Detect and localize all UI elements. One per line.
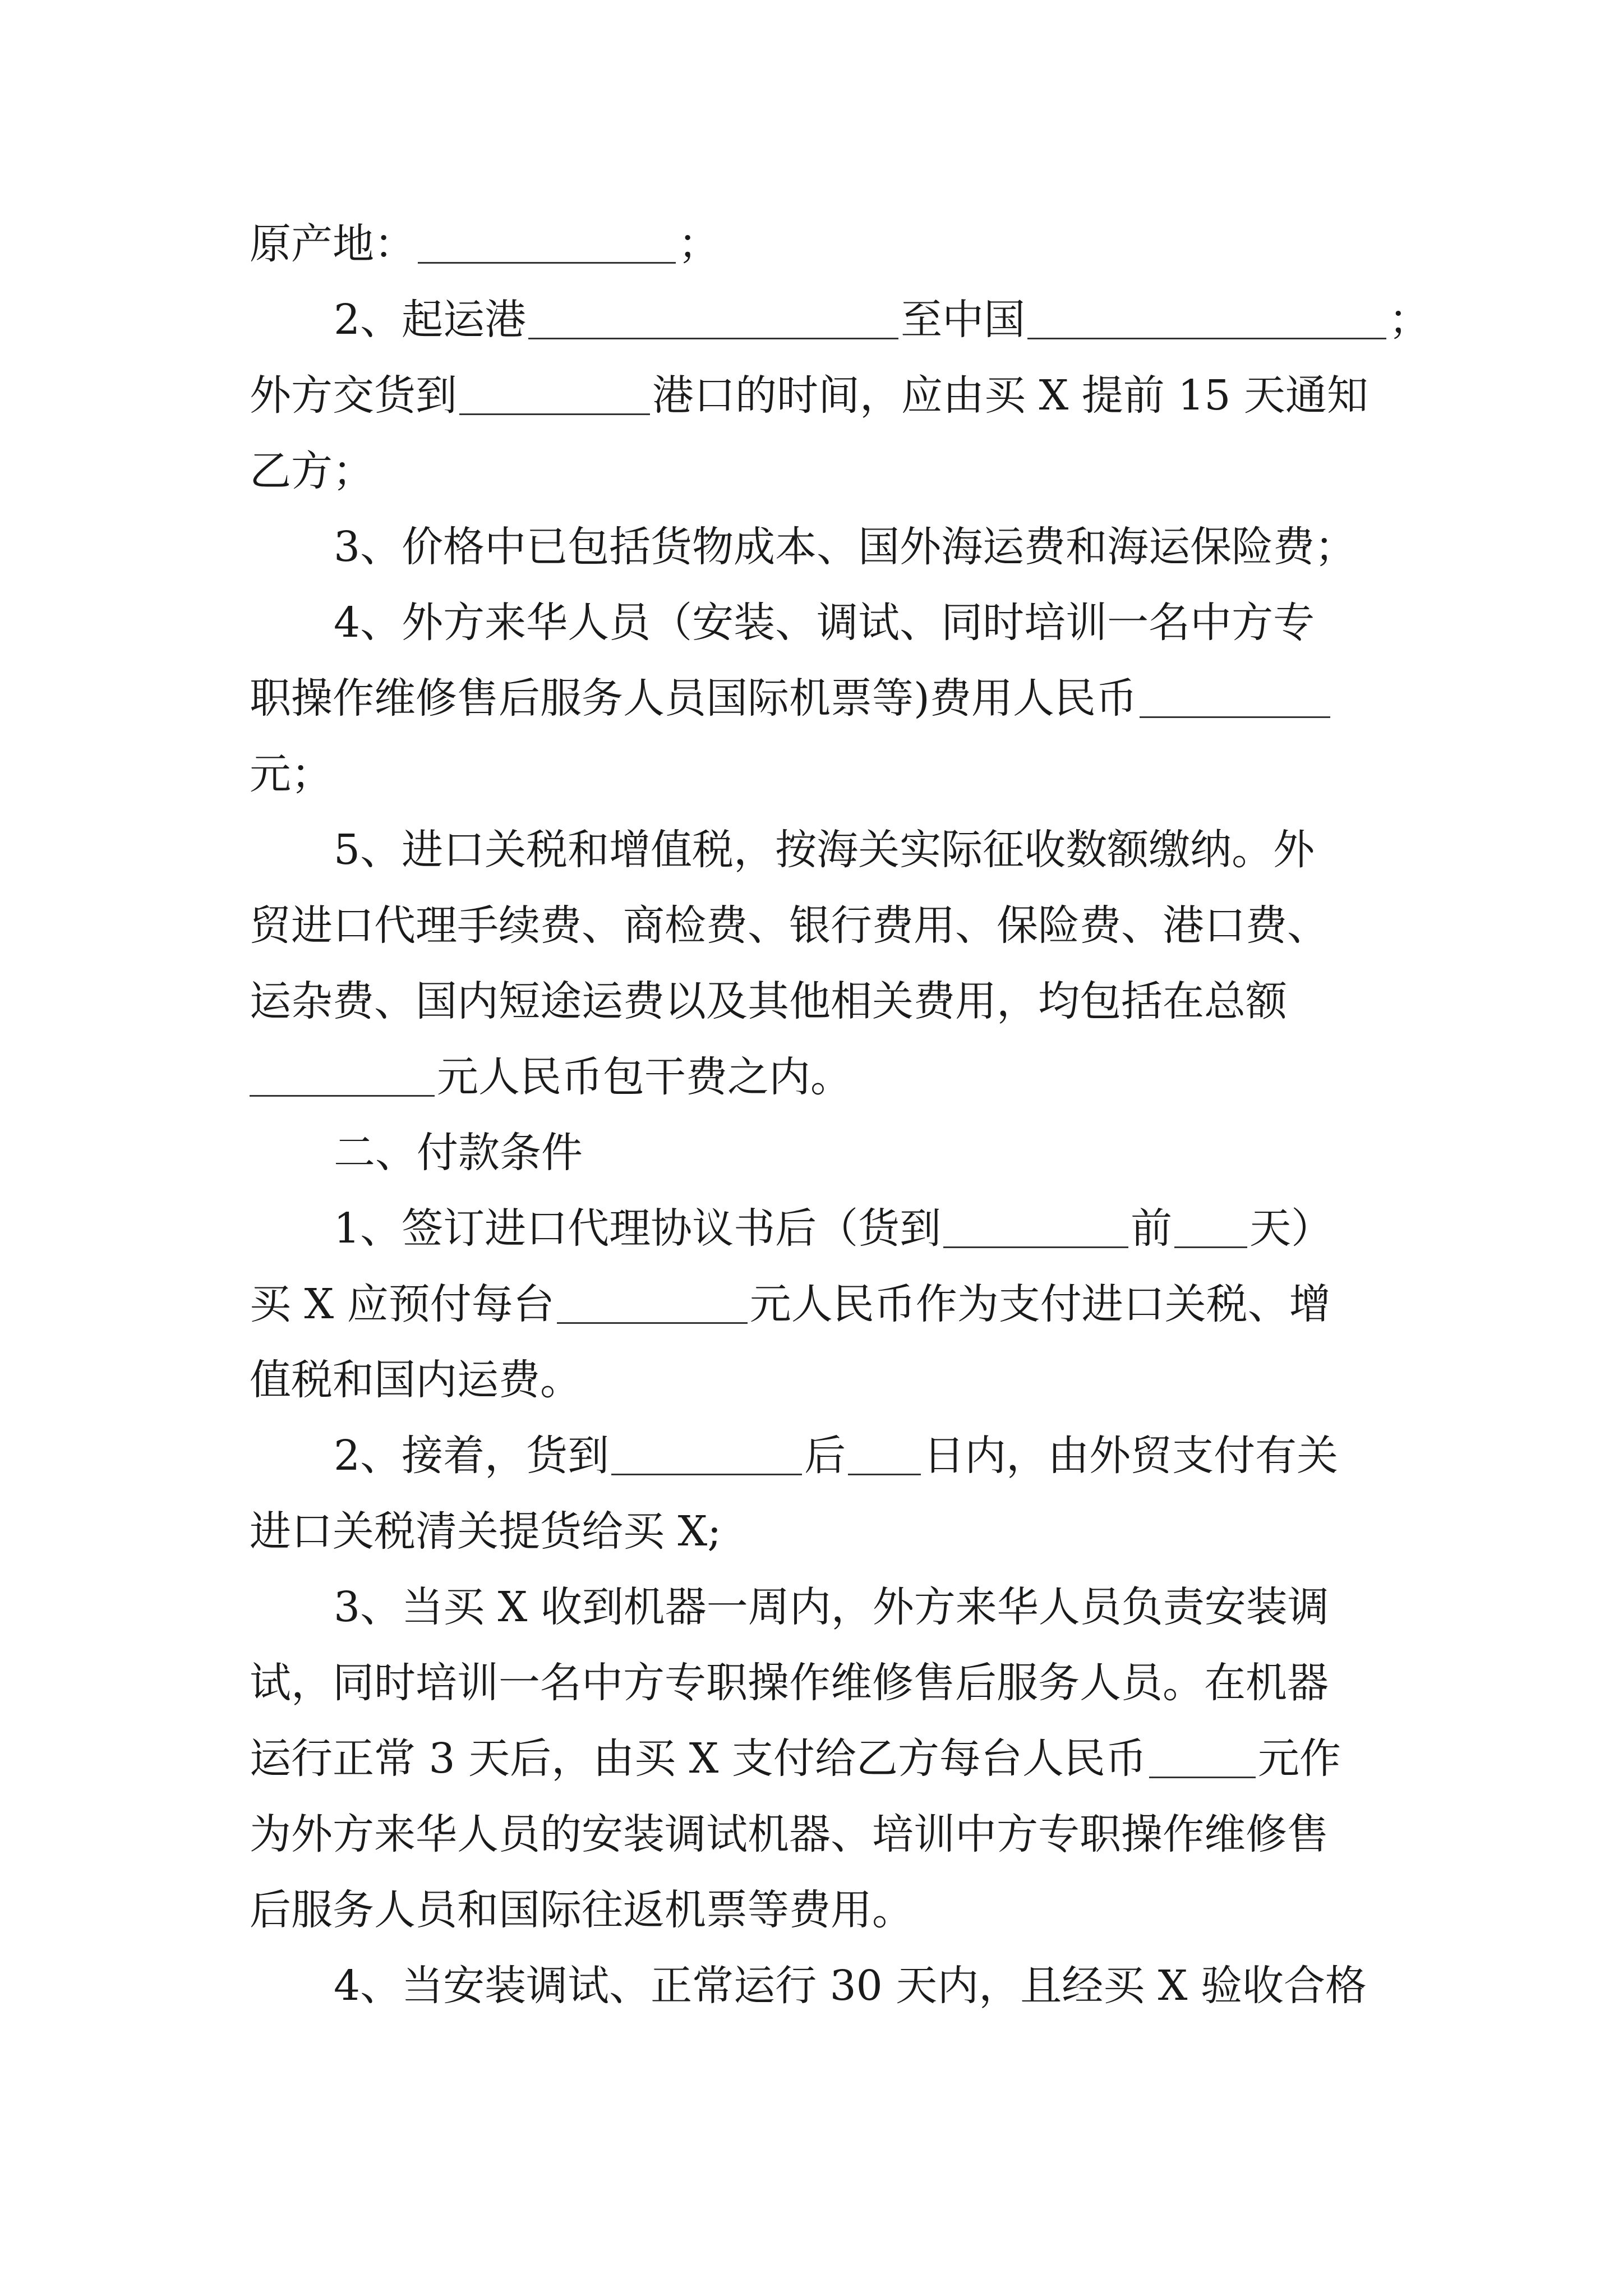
payment-2-line-1 [334, 1428, 1338, 1484]
payment-3-line-5 [250, 1882, 914, 1938]
text: 元人民币包干费之内。 [437, 1053, 852, 1101]
origin-line [250, 216, 720, 272]
payment-3-line-3 [250, 1731, 1341, 1787]
text: 元人民币作为支付进口关税、增 [749, 1280, 1331, 1328]
clause-5-line-4 [250, 1049, 852, 1105]
days-blank [1174, 1205, 1247, 1248]
text: 3、价格中已包括货物成本、国外海运费和海运保险费； [334, 523, 1357, 571]
text: 买 X 应预付每台 [250, 1280, 555, 1328]
text: 为外方来华人员的安装调试机器、培训中方专职操作维修售 [250, 1810, 1329, 1858]
clause-2-line-2 [250, 367, 1368, 424]
text: 职操作维修售后服务人员国际机票等)费用人民币 [250, 674, 1137, 723]
text: 4、当安装调试、正常运行 30 天内，且经买 X 验收合格 [334, 1962, 1367, 2010]
text: 试，同时培训一名中方专职操作维修售后服务人员。在机器 [250, 1659, 1329, 1707]
text: 天） [1249, 1204, 1333, 1253]
text: 二、付款条件 [334, 1129, 583, 1177]
text: 至中国 [901, 296, 1026, 344]
fee-blank [1140, 675, 1330, 718]
clause-2-line-1 [334, 292, 1430, 348]
text: 外方交货到 [250, 371, 457, 420]
clause-4-line-2 [250, 670, 1332, 726]
port-blank [459, 372, 650, 415]
text: 3、当买 X 收到机器一周内，外方来华人员负责安装调 [334, 1583, 1329, 1631]
text: 进口关税清关提货给买 X; [250, 1507, 722, 1556]
text: 元作 [1257, 1734, 1341, 1783]
section-heading-payment [334, 1125, 583, 1181]
payment-3-line-2 [250, 1655, 1329, 1711]
clause-3 [334, 519, 1356, 575]
departure-port-blank [528, 296, 898, 339]
text: 1、签订进口代理协议书后（货到 [334, 1204, 942, 1253]
clause-4-line-3 [250, 746, 333, 802]
punct: ； [1389, 296, 1431, 344]
install-fee-blank [1149, 1735, 1256, 1778]
text: 乙方； [250, 447, 374, 495]
clause-5-line-3 [250, 973, 1287, 1029]
text: 值税和国内运费。 [250, 1356, 582, 1404]
days-blank-2 [848, 1432, 921, 1475]
payment-3-line-1 [334, 1579, 1329, 1635]
origin-blank [418, 220, 676, 264]
payment-1-line-1 [334, 1200, 1332, 1257]
prepay-blank [557, 1281, 748, 1324]
text: 4、外方来华人员（安装、调试、同时培训一名中方专 [334, 599, 1315, 647]
text: 后 [804, 1432, 846, 1480]
payment-1-line-2 [250, 1276, 1331, 1332]
text: 运杂费、国内短途运费以及其他相关费用，均包括在总额 [250, 977, 1287, 1025]
punct: ； [678, 220, 720, 268]
text: 2、接着，货到 [334, 1432, 610, 1480]
arrival-blank [943, 1205, 1128, 1248]
clause-5-line-2 [250, 898, 1329, 954]
clause-2-line-3 [250, 443, 374, 499]
text: 日内，由外贸支付有关 [923, 1432, 1339, 1480]
text: 2、起运港 [334, 296, 527, 344]
origin-label: 原产地： [250, 220, 416, 268]
arrival-blank-2 [611, 1432, 802, 1475]
text: 元； [250, 750, 333, 798]
total-blank [250, 1053, 435, 1097]
text: 港口的时间，应由买 X 提前 15 天通知 [652, 371, 1368, 420]
text: 5、进口关税和增值税，按海关实际征收数额缴纳。外 [334, 826, 1315, 874]
clause-4-line-1 [334, 595, 1315, 651]
payment-1-line-3 [250, 1352, 582, 1408]
destination-blank [1027, 296, 1386, 339]
payment-2-line-2 [250, 1503, 721, 1559]
text: 贸进口代理手续费、商检费、银行费用、保险费、港口费、 [250, 901, 1329, 950]
text: 后服务人员和国际往返机票等费用。 [250, 1886, 914, 1934]
text: 前 [1131, 1204, 1173, 1253]
text: 运行正常 3 天后，由买 X 支付给乙方每台人民币 [250, 1734, 1147, 1783]
payment-3-line-4 [250, 1806, 1329, 1862]
payment-4-line-1 [334, 1958, 1367, 2014]
clause-5-line-1 [334, 822, 1315, 878]
